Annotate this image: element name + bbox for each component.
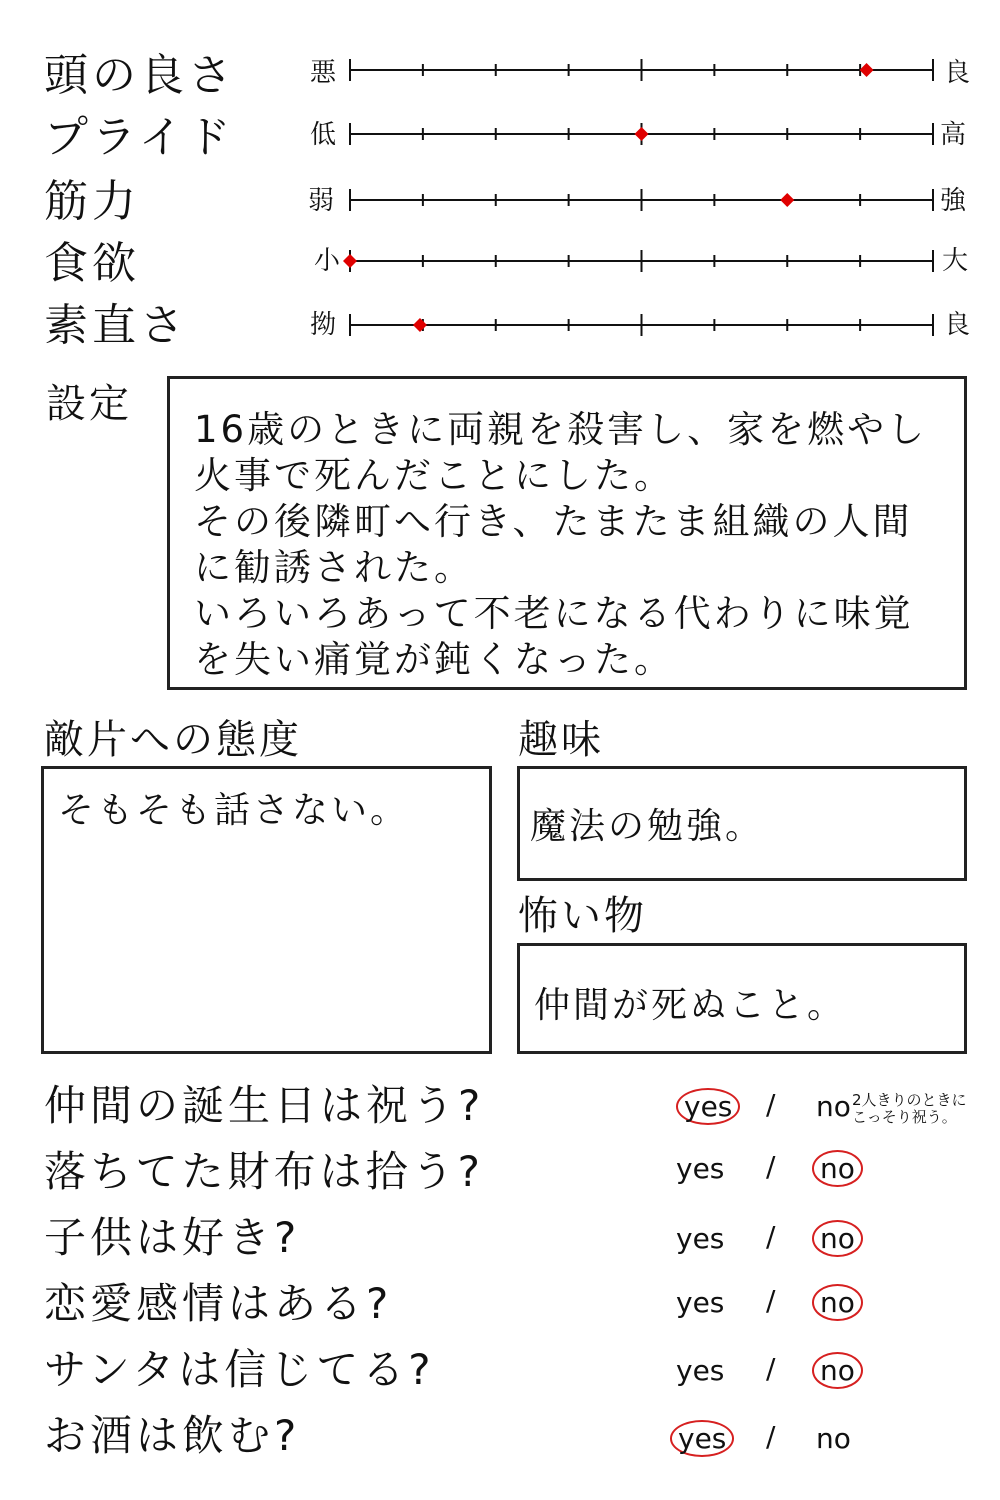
question-label: お酒は飲む? [44, 1411, 301, 1460]
answer-circle: no [812, 1352, 863, 1389]
stat-label-honesty: 素直さ [44, 300, 188, 351]
answer-no: no [816, 1422, 851, 1455]
scale-marker [343, 254, 357, 268]
answer-slash: / [766, 1420, 776, 1453]
answer-note: 2人きりのときに こっそり祝う。 [852, 1091, 967, 1126]
question-label: 恋愛感情はある? [44, 1279, 393, 1328]
stat-low-label: 弱 [308, 186, 335, 216]
stat-scale [350, 59, 933, 81]
stat-high-label: 大 [942, 246, 969, 276]
stat-label-appetite: 食欲 [44, 238, 140, 289]
answer-slash: / [766, 1150, 776, 1183]
fear-title: 怖い物 [518, 893, 647, 939]
setting-title: 設定 [46, 381, 132, 427]
stat-high-label: 良 [944, 58, 971, 88]
stat-scales [0, 0, 1000, 360]
answer-circle: yes [676, 1088, 740, 1125]
answer-no [812, 1354, 863, 1388]
answer-circle: no [812, 1220, 863, 1257]
scale-marker [635, 127, 649, 141]
question-label: 落ちてた財布は拾う? [44, 1147, 484, 1196]
attitude-text: そもそも話さない。 [58, 790, 410, 831]
scale-marker [860, 63, 874, 77]
question-label: 仲間の誕生日は祝う? [44, 1081, 485, 1130]
answer-slash: / [766, 1352, 776, 1385]
attitude-title: 敵片への態度 [44, 717, 302, 763]
attitude-box [41, 766, 492, 1054]
hobby-box [517, 766, 967, 881]
answer-yes: yes [676, 1222, 725, 1255]
answer-circle: no [812, 1284, 863, 1321]
hobby-text: 魔法の勉強。 [530, 806, 765, 847]
stat-high-label: 高 [940, 120, 967, 150]
stat-label-pride: プライド [44, 112, 235, 163]
answer-slash: / [766, 1088, 776, 1121]
stat-scale [350, 189, 933, 211]
answer-circle: yes [670, 1420, 734, 1457]
answer-slash: / [766, 1220, 776, 1253]
answer-no [812, 1152, 863, 1186]
answer-no [812, 1222, 863, 1256]
fear-box [517, 943, 967, 1054]
answer-slash: / [766, 1284, 776, 1317]
fear-text: 仲間が死ぬこと。 [534, 985, 847, 1026]
stat-scale [350, 314, 933, 336]
stat-scale [350, 123, 933, 145]
answer-yes [676, 1090, 740, 1124]
setting-text: 16歳のときに両親を殺害し、家を燃やし火事で死んだことにした。 その後隣町へ行き、たまたま組織の人間に勧誘された。 いろいろあって不老になる代わりに味覚を失い痛覚が鈍くなった。 [194, 408, 928, 681]
scale-marker [780, 193, 794, 207]
answer-yes [670, 1422, 734, 1456]
stat-label-intelligence: 頭の良さ [44, 50, 236, 101]
stat-label-strength: 筋力 [44, 176, 140, 227]
setting-box [167, 376, 967, 690]
question-label: 子供は好き? [44, 1213, 301, 1262]
answer-circle: no [812, 1150, 863, 1187]
stat-high-label: 強 [940, 186, 967, 216]
stat-low-label: 拗 [310, 310, 337, 340]
answer-yes: yes [676, 1152, 725, 1185]
stat-low-label: 小 [314, 246, 341, 276]
answer-no [812, 1286, 863, 1320]
stat-scale [343, 250, 933, 272]
question-label: サンタは信じてる? [44, 1345, 435, 1394]
answer-no: no [816, 1090, 851, 1123]
stat-low-label: 悪 [310, 58, 337, 88]
scale-marker [413, 318, 427, 332]
answer-yes: yes [676, 1286, 725, 1319]
stat-high-label: 良 [944, 310, 971, 340]
stat-low-label: 低 [310, 120, 337, 150]
answer-yes: yes [676, 1354, 725, 1387]
hobby-title: 趣味 [518, 717, 604, 763]
